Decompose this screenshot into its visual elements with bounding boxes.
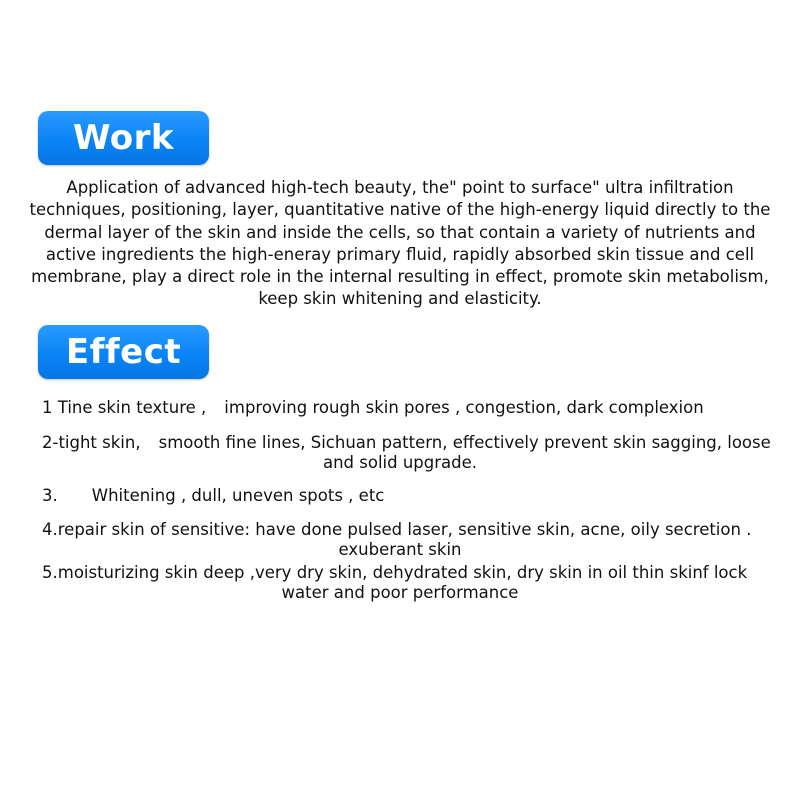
work-description: Application of advanced high-tech beauty, the" point to surface" ultra infiltration techniques, positioning, layer, quantitative native of the high-energy liquid directly to the dermal layer of the skin and inside the cells, so that contain a variety of nutrients and active ingredients the high-eneray primary fluid, rapidly absorbed skin tissue and cell membrane, play a direct role in the internal resulting in effect, promote skin metabolism, keep skin whitening and elasticity. [29, 178, 771, 309]
effect-item-4 [20, 520, 780, 560]
effect-item-2-detail: smooth fine lines, Sichuan pattern, effectively prevent skin sagging, loose [158, 433, 771, 452]
effect-item-1-detail: improving rough skin pores , congestion, dark complexion [224, 398, 704, 417]
effect-item-2-lead: 2-tight skin, [42, 433, 141, 452]
work-heading-badge [38, 111, 209, 165]
effect-item-3 [20, 486, 780, 506]
effect-item-5 [20, 563, 780, 603]
effect-item-5-lead: 5.moisturizing skin deep ,very dry skin, dehydrated skin, dry skin in oil thin skinf lock [42, 563, 748, 582]
effect-item-2-continuation: and solid upgrade. [322, 453, 478, 472]
effect-item-3-detail: Whitening , dull, uneven spots , etc [91, 486, 385, 505]
effect-item-1-lead: 1 Tine skin texture , [42, 398, 207, 417]
effect-item-2 [20, 433, 780, 473]
effect-item-4-lead: 4.repair skin of sensitive: have done pulsed laser, sensitive skin, acne, oily secretion . [42, 520, 752, 539]
effect-item-5-continuation: water and poor performance [281, 583, 519, 602]
effect-heading: Effect [65, 332, 182, 372]
work-heading: Work [72, 118, 175, 158]
effect-item-1 [20, 398, 780, 418]
effect-item-4-continuation: exuberant skin [338, 540, 462, 559]
effect-item-3-lead: 3. [42, 486, 58, 505]
effect-heading-badge [38, 325, 209, 379]
